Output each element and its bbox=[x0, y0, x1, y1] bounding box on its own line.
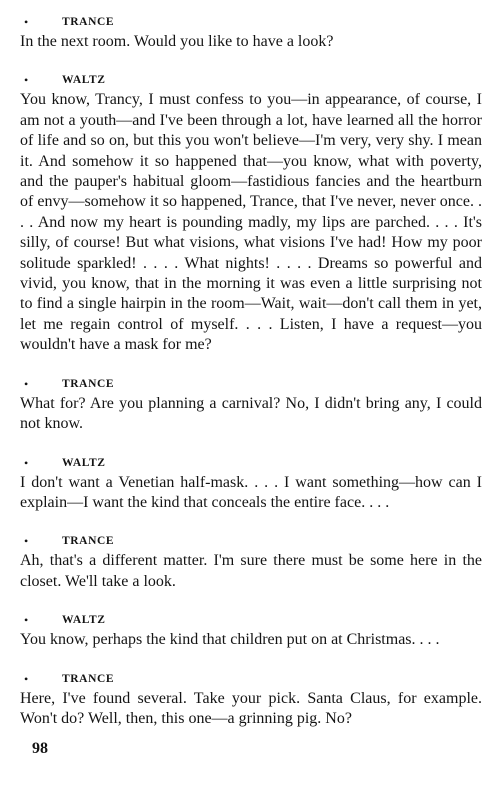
speaker-heading bbox=[20, 612, 482, 628]
dialogue-entry-1 bbox=[20, 14, 482, 52]
dialogue-entry-6 bbox=[20, 612, 482, 650]
speech-text: Ah, that's a different matter. I'm sure there must be some here in the closet. We'll take a look. bbox=[20, 552, 482, 590]
bullet-mark: • bbox=[24, 73, 29, 88]
bullet-mark: • bbox=[24, 376, 29, 391]
speech-text: You know, perhaps the kind that children put on at Christmas. . . . bbox=[20, 631, 440, 649]
page-number: 98 bbox=[32, 740, 48, 757]
speaker-heading bbox=[20, 455, 482, 471]
dialogue-entry-3 bbox=[20, 376, 482, 435]
speaker-name: WALTZ bbox=[62, 456, 106, 469]
bullet-mark: • bbox=[24, 671, 29, 686]
speech-text: In the next room. Would you like to have a look? bbox=[20, 33, 334, 50]
book-page bbox=[20, 14, 482, 749]
bullet-mark: • bbox=[24, 613, 29, 628]
speaker-name: TRANCE bbox=[62, 535, 115, 548]
speaker-heading bbox=[20, 72, 482, 88]
dialogue-entry-7 bbox=[20, 671, 482, 730]
dialogue-entry-5 bbox=[20, 533, 482, 592]
speaker-name: TRANCE bbox=[62, 672, 115, 685]
speech-text: Here, I've found several. Take your pick. Santa Claus, for example. Won't do? Well, then, this one—a grinning pig. No? bbox=[20, 689, 482, 727]
speech-text: What for? Are you planning a carnival? No, I didn't bring any, I could not know. bbox=[20, 394, 482, 433]
speaker-name: TRANCE bbox=[62, 16, 115, 28]
bullet-mark: • bbox=[24, 534, 29, 549]
speaker-name: TRANCE bbox=[62, 377, 115, 390]
speaker-name: WALTZ bbox=[62, 614, 106, 627]
speaker-heading bbox=[20, 376, 482, 392]
dialogue-entry-2 bbox=[20, 72, 482, 355]
speaker-name: WALTZ bbox=[62, 74, 106, 87]
speaker-heading bbox=[20, 14, 482, 30]
bullet-mark: • bbox=[24, 15, 29, 29]
speaker-heading bbox=[20, 671, 482, 687]
dialogue-entry-4 bbox=[20, 455, 482, 514]
speech-text: I don't want a Venetian half-mask. . . . I want something—how can I explain—I want the kind that conceals the entire face. . . . bbox=[20, 473, 482, 511]
bullet-mark: • bbox=[24, 455, 29, 470]
speech-text: You know, Trancy, I must confess to you—in appearance, of course, I am not a youth—and I've been through a lot, have learned all the horror of life and so on, but this you won't believe—I'm very, very shy. I mean it. And somehow it so happened that—you know, what with poverty, and the pauper's habitual gloom—fastidious fancies and the heartburn of envy—somehow it so happened, Trance, that I've never, never once. . . . And now my heart is pounding madly, my lips are parched. . . . It's silly, of course! But what visions, what visions I've had! How my poor solitude sparkled! . . . . What nights! . . . . Dreams so powerful and vivid, you know, that in the morning it was even a little surprising not to find a single hairpin in the room—Wait, wait—don't call them in yet, let me regain control of myself. . . . Listen, I have a request—you wouldn't have a mask for me? bbox=[20, 91, 482, 354]
speaker-heading bbox=[20, 533, 482, 549]
